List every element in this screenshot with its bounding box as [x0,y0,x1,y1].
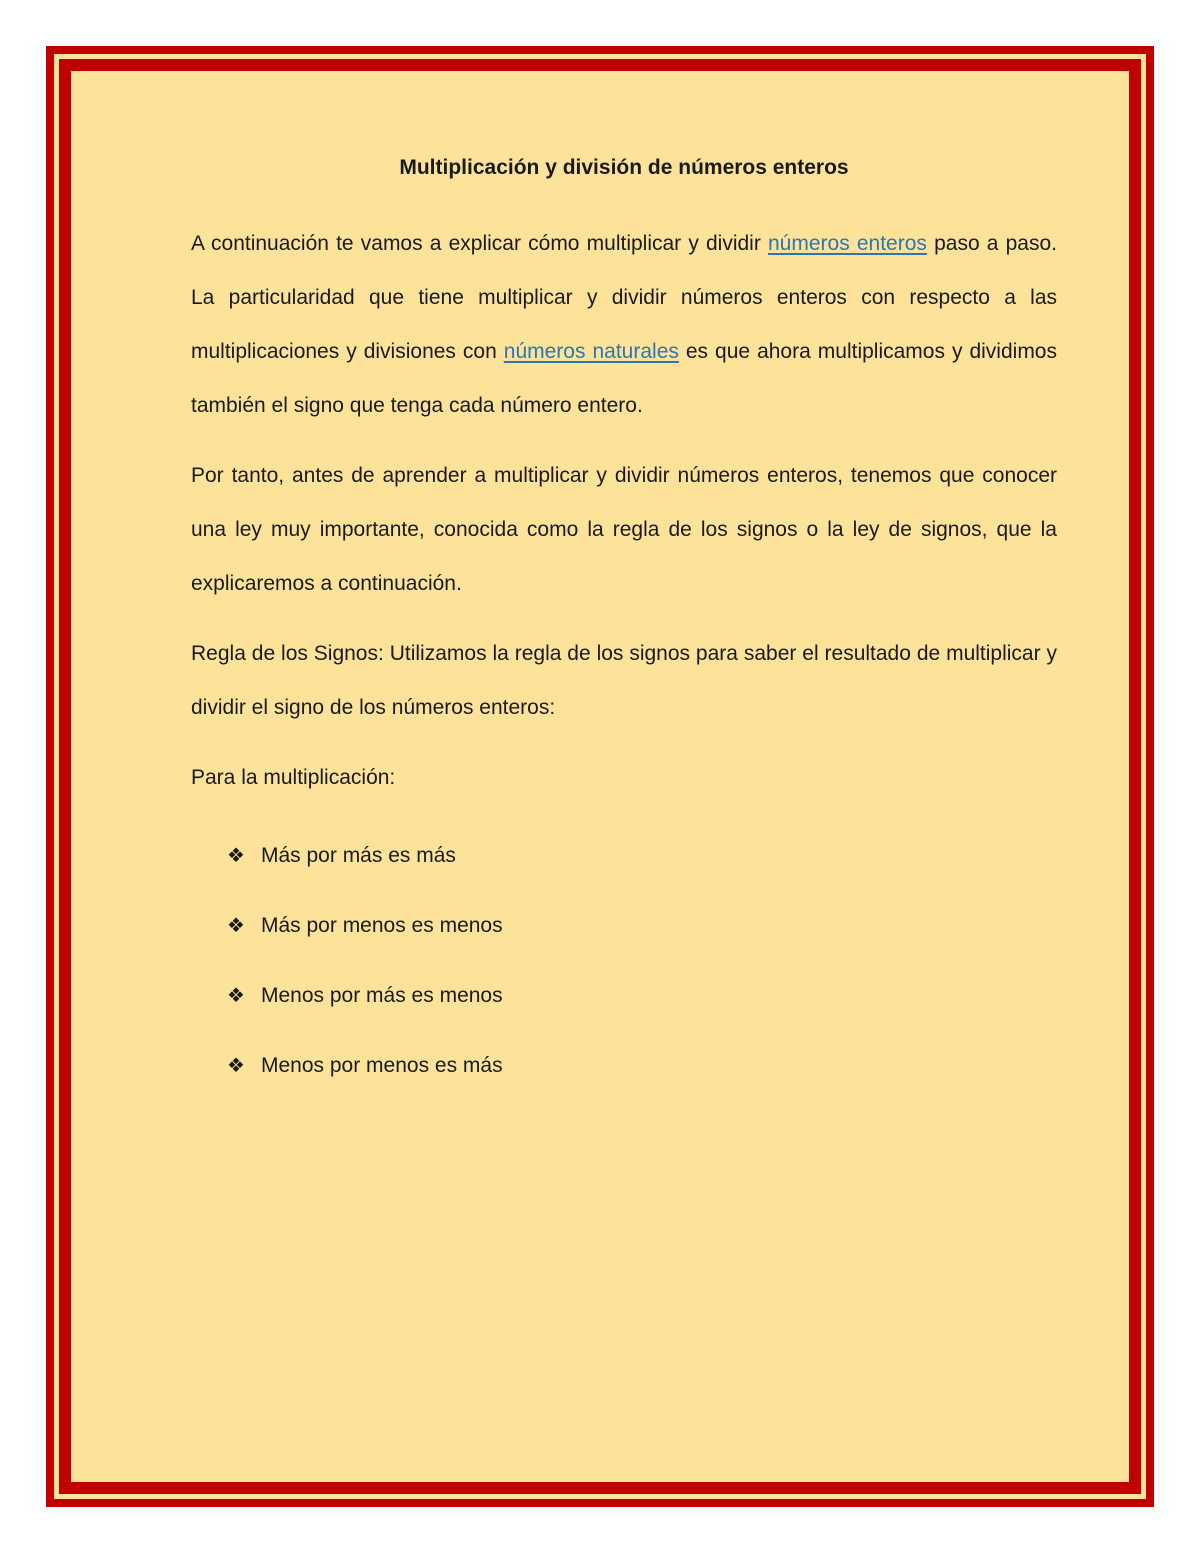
list-item [227,891,1057,961]
sign-law-paragraph: Por tanto, antes de aprender a multiplicar y dividir números enteros, tenemos que conocer una ley muy importante, conocida como la regla de los signos o la ley de signos, que la explicaremos a continuación. [191,464,1057,595]
document-content [191,153,1057,1101]
page-border-outer [46,46,1154,1507]
rule-text: Menos por menos es más [261,1054,503,1077]
diamond-bullet-icon: ❖ [227,1055,245,1077]
intro-paragraph [191,217,1057,433]
diamond-bullet-icon: ❖ [227,915,245,937]
list-item [227,961,1057,1031]
rule-text: Más por menos es menos [261,914,503,937]
multiplication-heading: Para la multiplicación: [191,766,396,789]
intro-text-middle: paso a paso. La particularidad que tiene multiplicar y dividir números enteros con respecto a las multiplicaciones y divisiones con [191,232,1057,363]
diamond-bullet-icon: ❖ [227,985,245,1007]
list-item [227,1031,1057,1101]
rule-text: Más por más es más [261,844,456,867]
intro-text-start: A continuación te vamos a explicar cómo multiplicar y dividir [191,232,768,255]
link-numeros-enteros[interactable]: números enteros [768,232,927,255]
list-item [227,821,1057,891]
rule-text: Menos por más es menos [261,984,503,1007]
intro-text-end: es que ahora multiplicamos y dividimos también el signo que tenga cada número entero. [191,340,1057,417]
sign-rule-paragraph: Regla de los Signos: Utilizamos la regla de los signos para saber el resultado de multiplicar y dividir el signo de los números enteros: [191,642,1057,719]
document-title: Multiplicación y división de números enteros [399,156,849,179]
link-numeros-naturales[interactable]: números naturales [503,340,679,363]
diamond-bullet-icon: ❖ [227,845,245,867]
sign-rules-list [191,821,1057,1101]
document-page [71,71,1129,1482]
